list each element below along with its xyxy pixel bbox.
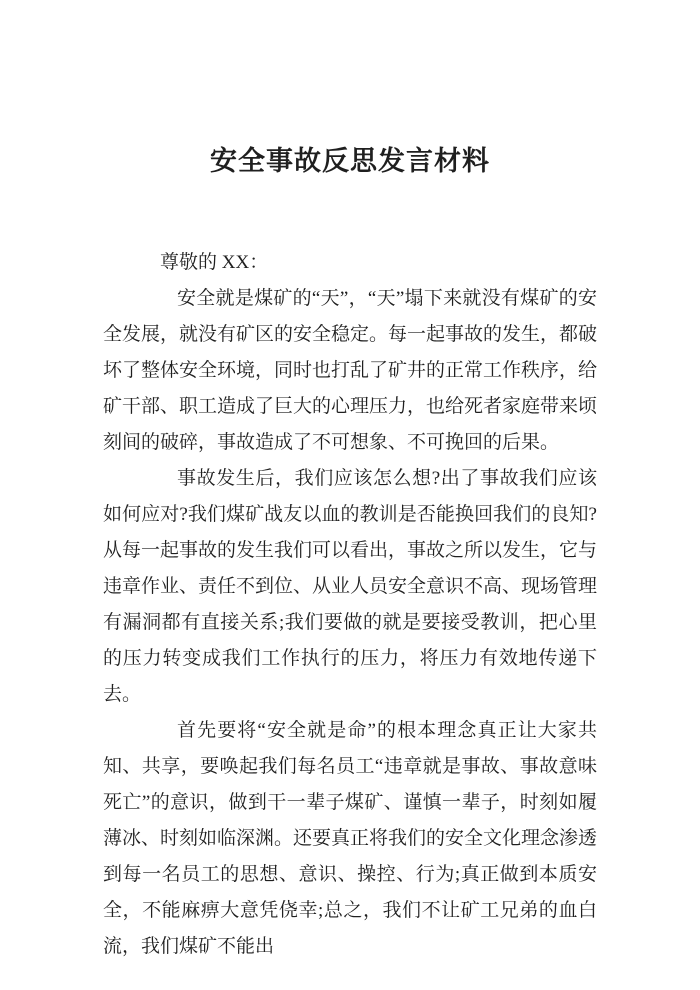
document-title: 安全事故反思发言材料 xyxy=(210,146,490,176)
document-body xyxy=(103,245,597,965)
paragraph-2: 事故发生后，我们应该怎么想?出了事故我们应该如何应对?我们煤矿战友以血的教训是否能换回我们的良知?从每一起事故的发生我们可以看出，事故之所以发生，它与违章作业、责任不到位、从业人员安全意识不高、现场管理有漏洞都有直接关系;我们要做的就是要接受教训，把心里的压力转变成我们工作执行的压力，将压力有效地传递下去。 xyxy=(103,468,598,705)
paragraph-3: 首先要将“安全就是命”的根本理念真正让大家共知、共享，要唤起我们每名员工“违章就是事故、事故意味死亡”的意识，做到干一辈子煤矿、谨慎一辈子，时刻如履薄冰、时刻如临深渊。还要真正将我们的安全文化理念渗透到每一名员工的思想、意识、操控、行为;真正做到本质安全，不能麻痹大意凭侥幸;总之，我们不让矿工兄弟的血白流，我们煤矿不能出 xyxy=(103,720,598,957)
salutation-line: 尊敬的 XX： xyxy=(160,252,269,273)
paragraph-1: 安全就是煤矿的“天”，“天”塌下来就没有煤矿的安全发展，就没有矿区的安全稳定。每一起事故的发生，都破坏了整体安全环境，同时也打乱了矿井的正常工作秩序，给矿干部、职工造成了巨大的心理压力，也给死者家庭带来顷刻间的破碎，事故造成了不可想象、不可挽回的后果。 xyxy=(103,288,598,453)
